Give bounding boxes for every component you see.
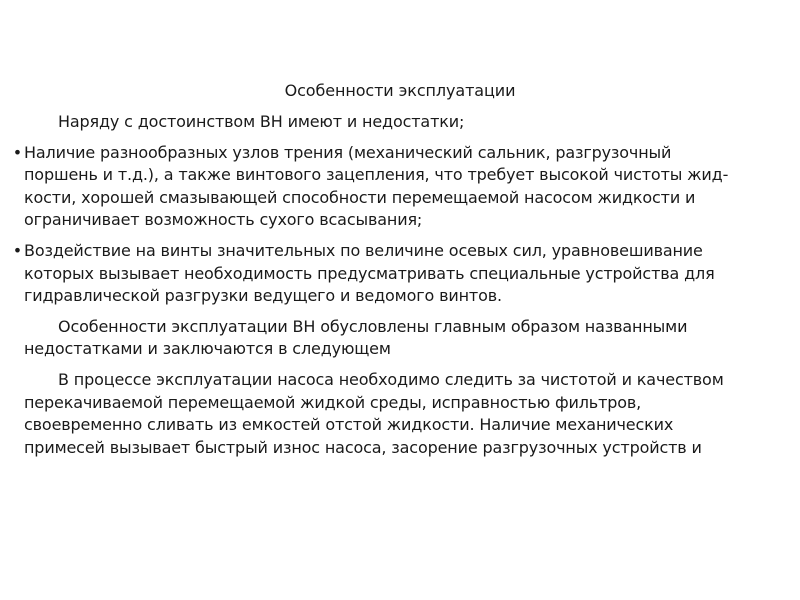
paragraph-line: своевременно сливать из емкостей отстой жидкости. Наличие механических	[24, 415, 674, 435]
bullet-line: которых вызывает необходимость предусматривать специальные устройства для	[24, 263, 715, 283]
bullet-line: Наличие разнообразных узлов трения (механический сальник, разгрузочный	[24, 142, 672, 162]
paragraph-line: недостатками и заключаются в следующем	[24, 339, 391, 359]
paragraph-line: В процессе эксплуатации насоса необходимо следить за чистотой и качеством	[58, 369, 724, 389]
paragraph-line: перекачиваемой перемещаемой жидкой среды, исправностью фильтров,	[24, 392, 642, 412]
bullet-line: гидравлической разгрузки ведущего и ведомого винтов.	[24, 286, 502, 306]
maintenance-paragraph	[24, 369, 794, 459]
page-title: Особенности эксплуатации	[284, 81, 516, 100]
paragraph-line: примесей вызывает быстрый износ насоса, засорение разгрузочных устройств и	[24, 437, 702, 457]
bullet-line: кости, хорошей смазывающей способности перемещаемой насосом жидкости и	[24, 187, 696, 207]
bullet-item-friction	[12, 142, 794, 232]
text-body	[12, 111, 794, 467]
intro-paragraph: Наряду с достоинством ВН имеют и недостатки;	[58, 112, 465, 131]
bullet-icon: •	[12, 142, 22, 162]
paragraph-line: Особенности эксплуатации ВН обусловлены главным образом названными	[58, 316, 688, 336]
bullet-line: Воздействие на винты значительных по величине осевых сил, уравновешивание	[24, 240, 703, 260]
bullet-line: поршень и т.д.), а также винтового зацепления, что требует высокой чистоты жид-	[24, 165, 729, 185]
operation-features-paragraph	[24, 316, 794, 361]
bullet-icon: •	[12, 240, 22, 260]
bullet-line: ограничивает возможность сухого всасывания;	[24, 210, 423, 230]
bullet-item-axial-forces	[12, 240, 794, 308]
